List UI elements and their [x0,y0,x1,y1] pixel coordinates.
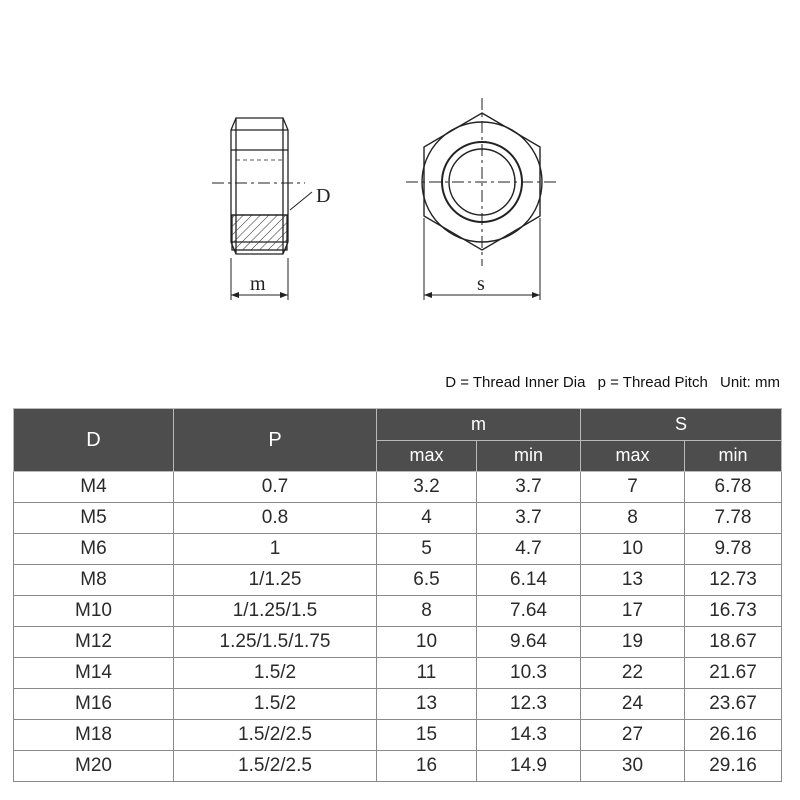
cell-s-min: 18.67 [685,627,782,658]
cell-p: 1/1.25 [174,565,377,596]
cell-p: 0.8 [174,503,377,534]
cell-d: M10 [14,596,174,627]
label-m: m [250,273,266,295]
table-row [14,534,782,565]
cell-p: 1.5/2 [174,658,377,689]
header-p: P [174,409,377,472]
cell-m-max: 6.5 [377,565,477,596]
cell-m-max: 10 [377,627,477,658]
cell-m-max: 15 [377,720,477,751]
cell-s-min: 9.78 [685,534,782,565]
hex-nut-drawing [0,0,800,320]
cell-p: 1.5/2/2.5 [174,751,377,782]
cell-m-min: 14.9 [477,751,581,782]
cell-m-min: 10.3 [477,658,581,689]
cell-s-min: 16.73 [685,596,782,627]
cell-s-min: 6.78 [685,472,782,503]
cell-m-min: 6.14 [477,565,581,596]
cell-p: 0.7 [174,472,377,503]
cell-m-min: 14.3 [477,720,581,751]
table-row [14,751,782,782]
table-row [14,689,782,720]
p-definition: p = Thread Pitch [597,374,708,391]
label-d: D [316,185,331,207]
cell-d: M6 [14,534,174,565]
cell-s-max: 13 [581,565,685,596]
cell-m-max: 16 [377,751,477,782]
cell-p: 1/1.25/1.5 [174,596,377,627]
cell-s-min: 29.16 [685,751,782,782]
cell-m-min: 4.7 [477,534,581,565]
table-row [14,627,782,658]
header-s-max: max [581,440,685,472]
cell-p: 1.5/2 [174,689,377,720]
d-definition: D = Thread Inner Dia [445,374,586,391]
cell-p: 1 [174,534,377,565]
nut-top-view [406,98,558,300]
header-m: m [377,409,581,441]
header-s-min: min [685,440,782,472]
cell-s-max: 27 [581,720,685,751]
cell-d: M20 [14,751,174,782]
cell-m-min: 3.7 [477,503,581,534]
cell-s-min: 26.16 [685,720,782,751]
cell-s-max: 19 [581,627,685,658]
cell-s-min: 7.78 [685,503,782,534]
cell-m-max: 13 [377,689,477,720]
label-s: s [477,273,485,295]
d-leader-line [290,192,312,210]
table-row [14,503,782,534]
header-m-min: min [477,440,581,472]
cell-d: M18 [14,720,174,751]
cell-s-max: 10 [581,534,685,565]
cell-d: M12 [14,627,174,658]
cell-s-min: 12.73 [685,565,782,596]
cell-d: M8 [14,565,174,596]
table-row [14,472,782,503]
cell-s-max: 30 [581,751,685,782]
table-row [14,720,782,751]
table-row [14,658,782,689]
hatched-section [232,215,287,250]
header-m-max: max [377,440,477,472]
nut-spec-table [13,408,782,782]
cell-d: M4 [14,472,174,503]
cell-s-max: 17 [581,596,685,627]
table-body [14,472,782,782]
cell-m-max: 3.2 [377,472,477,503]
cell-p: 1.25/1.5/1.75 [174,627,377,658]
cell-d: M5 [14,503,174,534]
cell-s-min: 23.67 [685,689,782,720]
cell-m-max: 11 [377,658,477,689]
cell-p: 1.5/2/2.5 [174,720,377,751]
cell-s-max: 24 [581,689,685,720]
unit-label: Unit: mm [720,374,780,391]
cell-m-max: 8 [377,596,477,627]
cell-s-max: 8 [581,503,685,534]
legend-note [445,374,780,391]
cell-m-min: 12.3 [477,689,581,720]
cell-s-max: 7 [581,472,685,503]
cell-s-min: 21.67 [685,658,782,689]
cell-m-min: 3.7 [477,472,581,503]
cell-s-max: 22 [581,658,685,689]
cell-m-min: 7.64 [477,596,581,627]
cell-m-max: 4 [377,503,477,534]
cell-m-max: 5 [377,534,477,565]
table-row [14,565,782,596]
header-d: D [14,409,174,472]
cell-m-min: 9.64 [477,627,581,658]
table-row [14,596,782,627]
header-s: S [581,409,782,441]
cell-d: M16 [14,689,174,720]
cell-d: M14 [14,658,174,689]
